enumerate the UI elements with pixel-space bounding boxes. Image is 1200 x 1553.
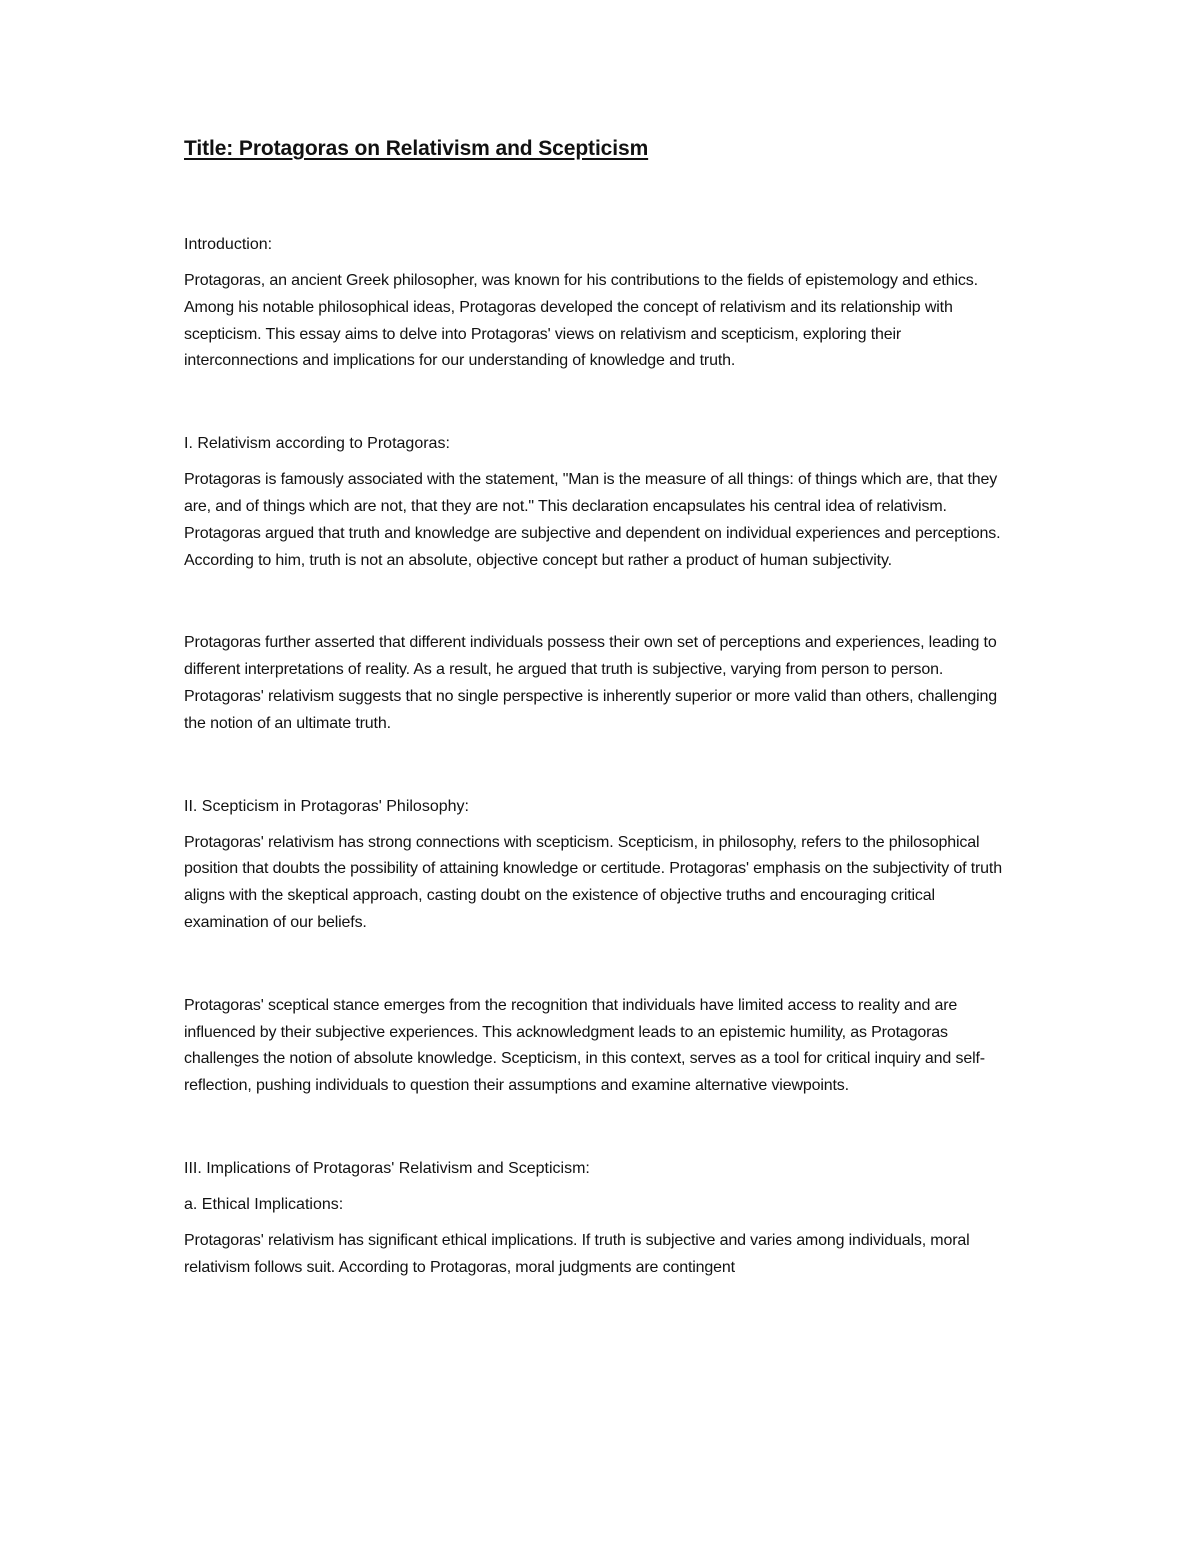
- spacer: [184, 574, 1019, 630]
- section3-heading: III. Implications of Protagoras' Relativism and Scepticism:: [184, 1159, 590, 1177]
- intro-heading: Introduction:: [184, 236, 273, 253]
- spacer: [184, 937, 1019, 993]
- section2-heading: II. Scepticism in Protagoras' Philosophy:: [184, 797, 469, 815]
- document-body: [184, 134, 1019, 1282]
- spacer: [184, 375, 1019, 431]
- spacer: [184, 1100, 1019, 1156]
- intro-paragraph: Protagoras, an ancient Greek philosopher, was known for his contributions to the fields of epistemology and ethics. Among his notable philosophical ideas, Protagoras developed the concept of relativism and its relationship with scepticism. This essay aims to delve into Protagoras' views on relativism and scepticism, exploring their interconnections and implications for our understanding of knowledge and truth.: [184, 272, 978, 370]
- section3a-heading: a. Ethical Implications:: [184, 1195, 344, 1213]
- section2-paragraph-1: Protagoras' relativism has strong connections with scepticism. Scepticism, in philosophy, refers to the philosophical position that doubts the possibility of attaining knowledge or certitude. Protagoras' emphasis on the subjectivity of truth aligns with the skeptical approach, casting doubt on the existence of objective truths and encouraging critical examination of our beliefs.: [184, 833, 1002, 931]
- document-title: Title: Protagoras on Relativism and Scepticism: [184, 137, 649, 160]
- section1-paragraph-2: Protagoras further asserted that different individuals possess their own set of perceptions and experiences, leading to different interpretations of reality. As a result, he argued that truth is subjective, varying from person to person. Protagoras' relativism suggests that no single perspective is inherently superior or more valid than others, challenging the notion of an ultimate truth.: [184, 634, 998, 732]
- section1-heading: I. Relativism according to Protagoras:: [184, 435, 450, 453]
- section3a-paragraph: Protagoras' relativism has significant ethical implications. If truth is subjective and varies among individuals, moral relativism follows suit. According to Protagoras, moral judgments are contingent: [184, 1231, 970, 1276]
- section2-paragraph-2: Protagoras' sceptical stance emerges from the recognition that individuals have limited access to reality and are influenced by their subjective experiences. This acknowledgment leads to an epistemic humility, as Protagoras challenges the notion of absolute knowledge. Scepticism, in this context, serves as a tool for critical inquiry and self-reflection, pushing individuals to question their assumptions and examine alternative viewpoints.: [184, 996, 985, 1095]
- spacer: [184, 738, 1019, 794]
- section1-paragraph-1: Protagoras is famously associated with the statement, "Man is the measure of all things: of things which are, that they are, and of things which are not, that they are not." This declaration encapsulates his central idea of relativism. Protagoras argued that truth and knowledge are subjective and dependent on individual experiences and perceptions. According to him, truth is not an absolute, objective concept but rather a product of human subjectivity.: [184, 471, 1001, 569]
